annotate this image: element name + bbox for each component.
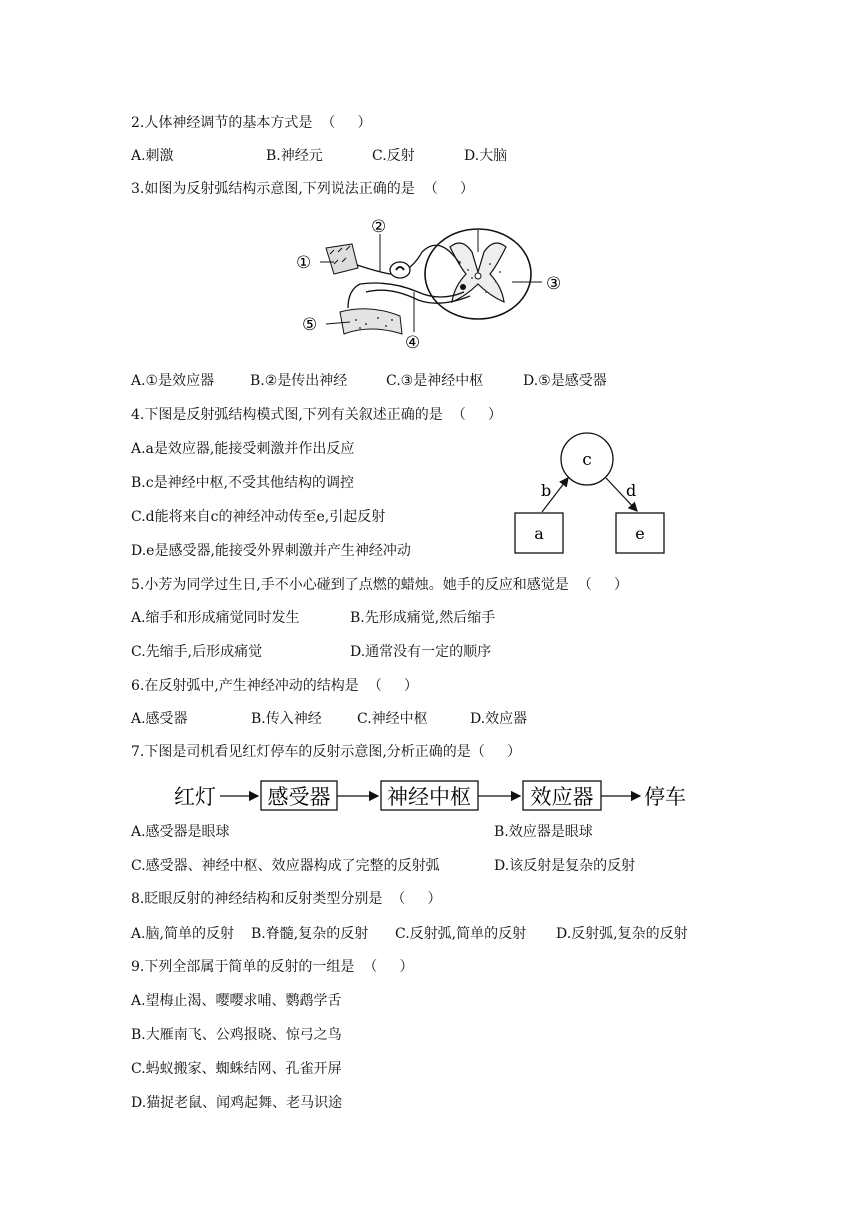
node-e-label: e [635,524,645,543]
edge-d-label: d [626,481,637,500]
fig-label-1: ① [296,253,312,273]
q8-option-c: C.反射弧,简单的反射 [395,926,527,942]
q7-option-a: A.感受器是眼球 [131,824,230,840]
q9-option-a: A.望梅止渴、嘤嘤求哺、鹦鹉学舌 [131,993,342,1009]
q3-option-a: A.①是效应器 [131,373,215,389]
q4-option-a: A.a是效应器,能接受刺激并作出反应 [131,441,355,457]
question-7-stem: 7.下图是司机看见红灯停车的反射示意图,分析正确的是（ ） [131,744,522,760]
question-5-stem: 5.小芳为同学过生日,手不小心碰到了点燃的蜡烛。她手的反应和感觉是 （ ） [131,577,628,593]
q7-option-b: B.效应器是眼球 [494,824,593,840]
q3-option-d: D.⑤是感受器 [523,373,607,389]
edge-b-label: b [541,481,552,500]
flow-receptor: 感受器 [267,785,331,809]
question-9-stem: 9.下列全部属于简单的反射的一组是 （ ） [131,959,414,975]
q3-option-b: B.②是传出神经 [250,373,348,389]
q2-option-d: D.大脑 [464,148,508,164]
q8-option-b: B.脊髓,复杂的反射 [251,926,369,942]
fig-label-3: ③ [546,274,562,294]
question-6-stem: 6.在反射弧中,产生神经冲动的结构是 （ ） [131,678,418,694]
question-3-stem: 3.如图为反射弧结构示意图,下列说法正确的是 （ ） [131,181,474,197]
q2-option-a: A.刺激 [131,148,174,164]
reflex-arc-figure [290,212,580,352]
q9-option-b: B.大雁南飞、公鸡报晓、惊弓之鸟 [131,1027,342,1043]
fig-label-5: ⑤ [302,315,318,335]
q6-option-b: B.传入神经 [251,711,322,727]
node-a-label: a [534,524,544,543]
fig-label-4: ④ [405,333,421,352]
q5-option-d: D.通常没有一定的顺序 [350,644,492,660]
flow-effector: 效应器 [530,785,594,809]
question-8-stem: 8.眨眼反射的神经结构和反射类型分别是 （ ） [131,891,442,907]
fig-label-2: ② [371,217,387,237]
q6-option-c: C.神经中枢 [357,711,428,727]
q8-option-a: A.脑,简单的反射 [131,926,235,942]
q9-option-c: C.蚂蚁搬家、蜘蛛结网、孔雀开屏 [131,1061,342,1077]
q9-option-d: D.猫捉老鼠、闻鸡起舞、老马识途 [131,1095,343,1111]
q7-option-d: D.该反射是复杂的反射 [494,858,636,874]
q4-option-d: D.e是感受器,能接受外界刺激并产生神经冲动 [131,543,411,559]
flow-stop-car: 停车 [644,785,686,809]
q4-option-c: C.d能将来自c的神经冲动传至e,引起反射 [131,509,386,525]
q4-option-b: B.c是神经中枢,不受其他结构的调控 [131,475,355,491]
flow-nerve-center: 神经中枢 [387,785,471,809]
q5-option-b: B.先形成痛觉,然后缩手 [350,610,496,626]
q7-option-c: C.感受器、神经中枢、效应器构成了完整的反射弧 [131,858,440,874]
q5-option-c: C.先缩手,后形成痛觉 [131,644,263,660]
q3-option-c: C.③是神经中枢 [386,373,484,389]
q2-option-b: B.神经元 [266,148,323,164]
flow-red-light: 红灯 [174,785,216,809]
q8-option-d: D.反射弧,复杂的反射 [556,926,688,942]
q2-option-c: C.反射 [372,148,415,164]
q5-option-a: A.缩手和形成痛觉同时发生 [131,610,300,626]
reflex-arc-model-figure [505,430,675,560]
question-2-stem: 2.人体神经调节的基本方式是 （ ） [131,115,372,131]
q6-option-a: A.感受器 [131,711,188,727]
red-light-flow-figure [170,775,700,815]
node-c-label: c [582,450,592,470]
q6-option-d: D.效应器 [470,711,528,727]
question-4-stem: 4.下图是反射弧结构模式图,下列有关叙述正确的是 （ ） [131,407,502,423]
